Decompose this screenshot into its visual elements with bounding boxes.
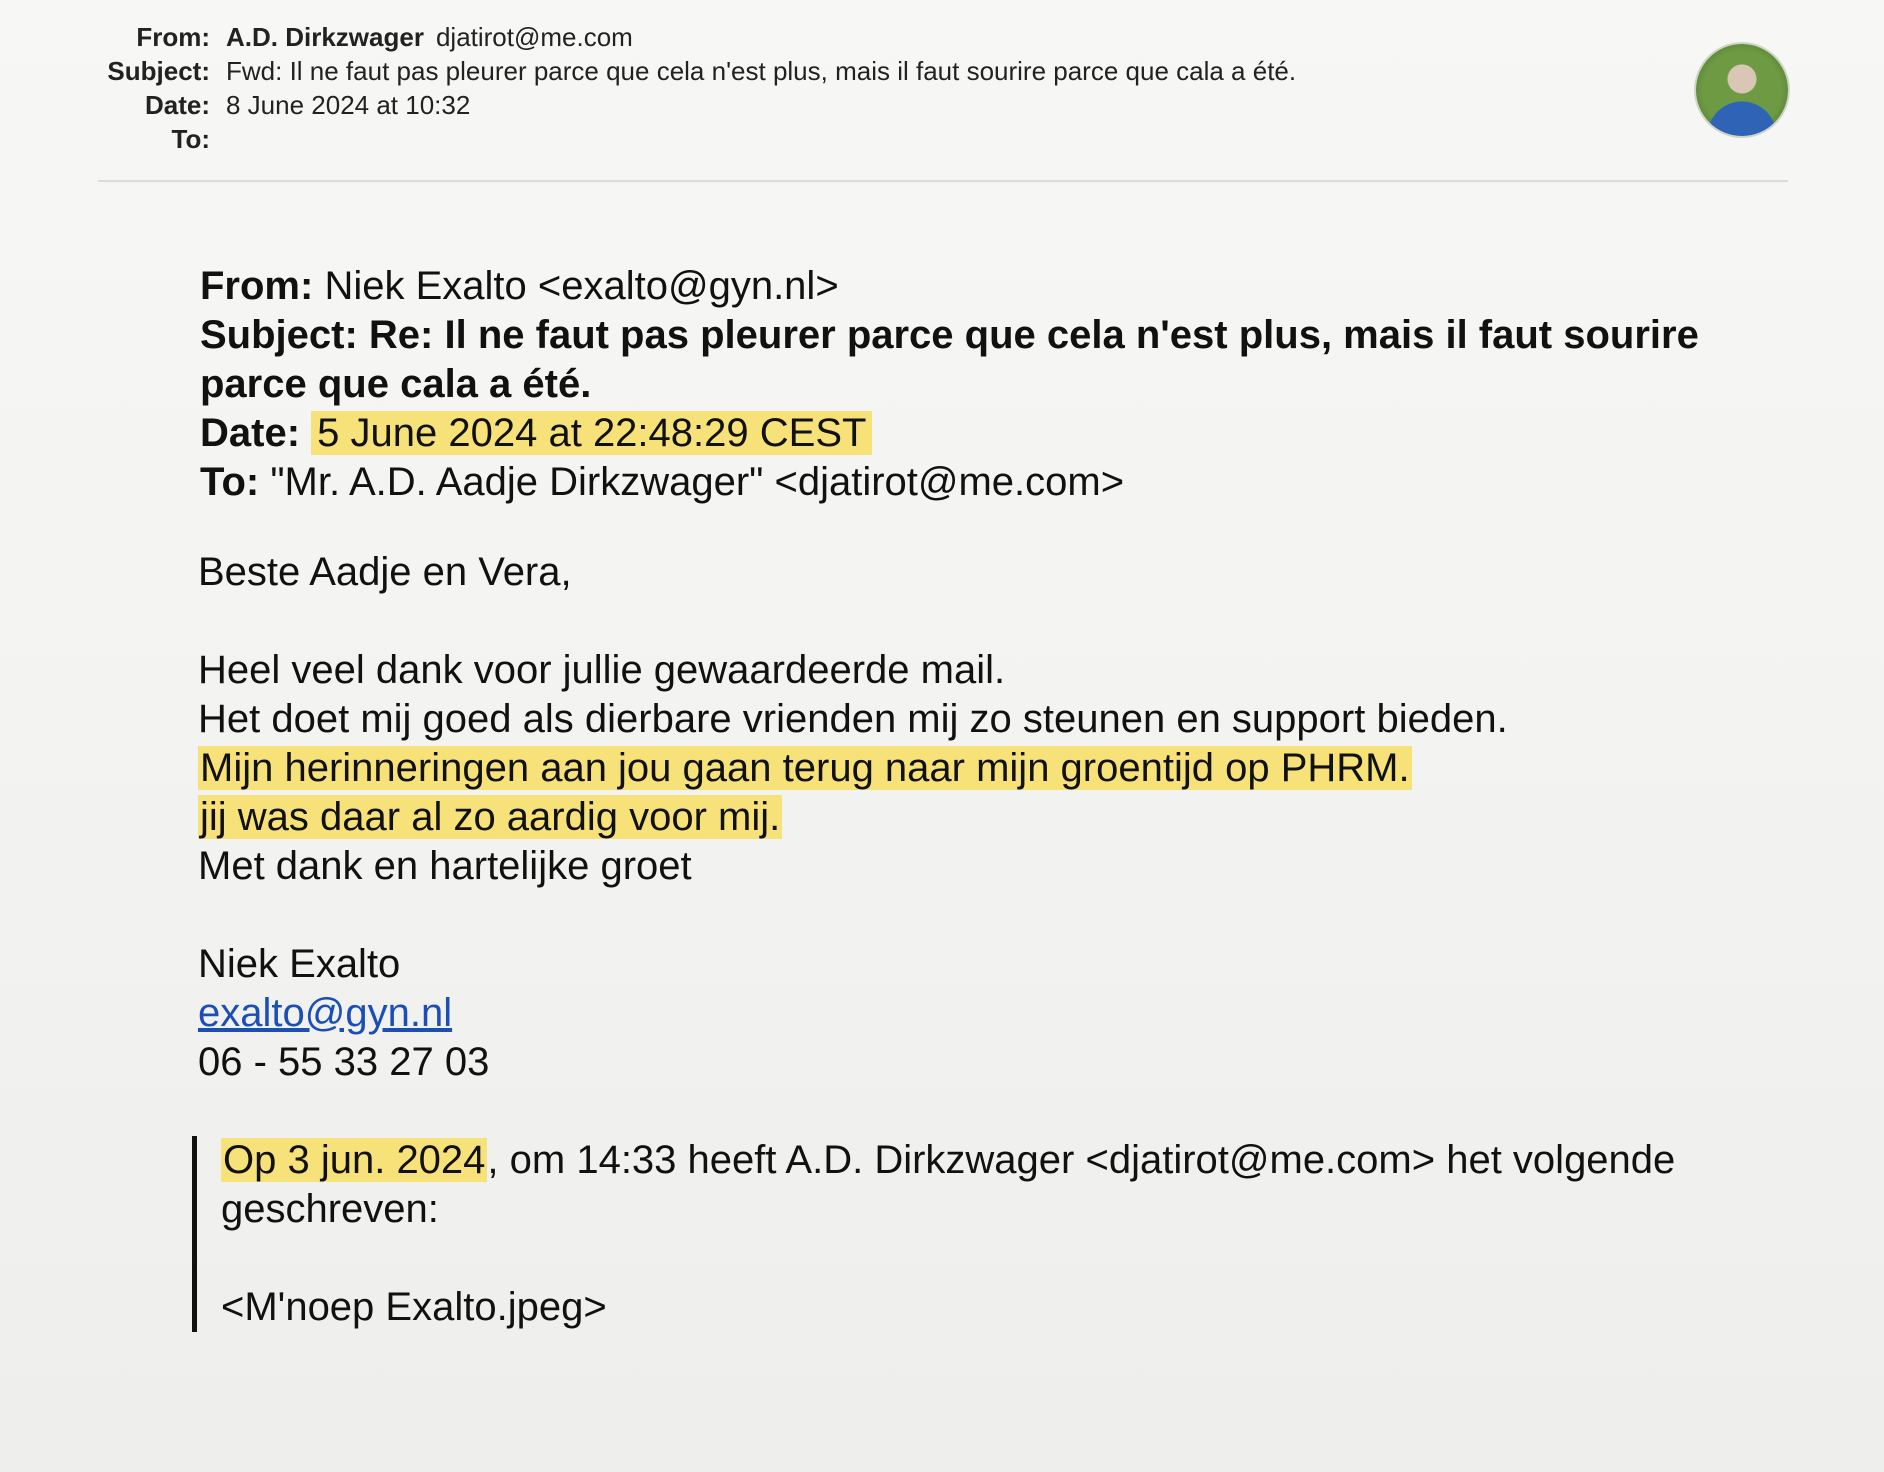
signature-email-link[interactable]: exalto@gyn.nl: [198, 991, 453, 1035]
outer-date-value: 8 June 2024 at 10:32: [226, 90, 471, 120]
inner-date-label: Date:: [200, 411, 301, 455]
inner-from-row: [200, 262, 1740, 311]
inner-to-row: [200, 458, 1740, 507]
quoted-message: [192, 1136, 1781, 1332]
greeting: Beste Aadje en Vera,: [198, 550, 572, 594]
inner-subject-value: Re: Il ne faut pas pleurer parce que cela n'est plus, mais il faut sourire parce que cala a été.: [200, 313, 1699, 406]
blank-line: [221, 1234, 1781, 1283]
outer-from-email: djatirot@me.com: [435, 22, 633, 52]
outer-subject-value: Fwd: Il ne faut pas pleurer parce que cela n'est plus, mais il faut sourire parce que cala a été.: [226, 56, 1297, 86]
outer-to-row: [60, 124, 1380, 158]
inner-to-value: "Mr. A.D. Aadje Dirkzwager" <djatirot@me.com>: [270, 460, 1125, 504]
outer-from-label: From:: [136, 22, 210, 52]
message-body: [198, 548, 1758, 1087]
outer-from-name: A.D. Dirkzwager: [226, 22, 424, 52]
quote-date-highlight: Op 3 jun. 2024: [223, 1138, 486, 1182]
inner-subject-row: [200, 311, 1740, 409]
inner-header: [200, 262, 1740, 507]
inner-subject-label: Subject:: [200, 313, 358, 357]
body-line-1: Heel veel dank voor jullie gewaardeerde mail.: [198, 648, 1006, 692]
quote-intro-rest: , om 14:33 heeft A.D. Dirkzwager <djatirot@me.com> het volgende geschreven:: [221, 1138, 1676, 1231]
outer-subject-label: Subject:: [107, 56, 210, 86]
outer-date-row: [60, 90, 1380, 124]
body-line-3-highlight: Mijn herinneringen aan jou gaan terug naar mijn groentijd op PHRM.: [200, 746, 1410, 790]
inner-to-label: To:: [200, 460, 260, 504]
signature-email-row: [198, 989, 1758, 1038]
blank-line: [198, 891, 1758, 940]
signature-phone: 06 - 55 33 27 03: [198, 1040, 490, 1084]
body-line-2: Het doet mij goed als dierbare vrienden mij zo steunen en support bieden.: [198, 697, 1508, 741]
outer-date-label: Date:: [144, 90, 210, 120]
body-line-4-highlight: jij was daar al zo aardig voor mij.: [200, 795, 781, 839]
outer-from-value: [226, 22, 633, 53]
inner-from-value: Niek Exalto <exalto@gyn.nl>: [324, 264, 839, 308]
inner-date-row: [200, 409, 1740, 458]
quote-intro: [221, 1136, 1781, 1234]
outer-subject-row: [60, 56, 1380, 90]
body-line-4: [198, 793, 1758, 842]
outer-to-label: To:: [171, 124, 210, 154]
body-line-3: [198, 744, 1758, 793]
outer-header: [60, 22, 1380, 158]
blank-line: [198, 597, 1758, 646]
signature-name: Niek Exalto: [198, 942, 401, 986]
body-line-5: Met dank en hartelijke groet: [198, 844, 692, 888]
inner-date-value: 5 June 2024 at 22:48:29 CEST: [311, 411, 872, 455]
outer-from-row: [60, 22, 1380, 56]
inner-from-label: From:: [200, 264, 314, 308]
header-divider: [98, 180, 1788, 182]
sender-avatar: [1696, 44, 1788, 136]
quote-attachment[interactable]: <M'noep Exalto.jpeg>: [221, 1285, 607, 1329]
